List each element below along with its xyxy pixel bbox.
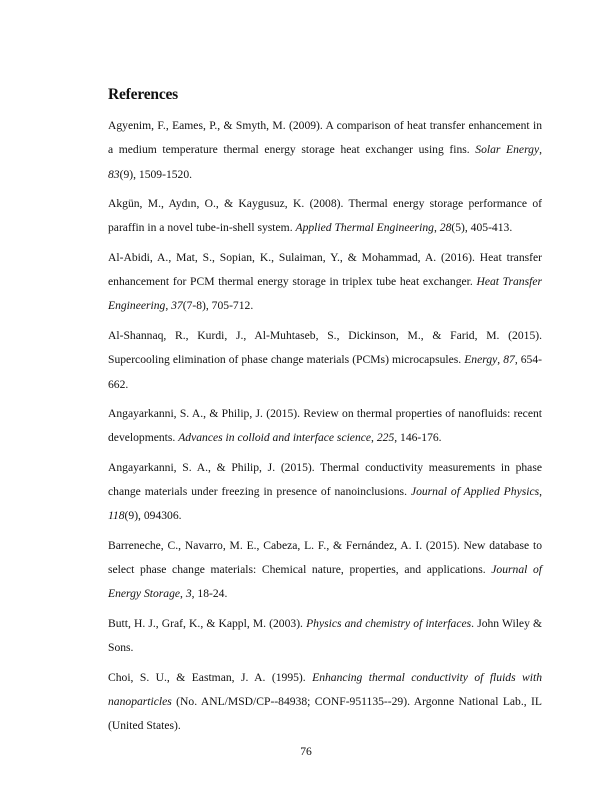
reference-separator: , [433, 221, 440, 235]
reference-entry [108, 456, 542, 529]
reference-volume: 37 [171, 299, 183, 313]
reference-volume: 28 [439, 221, 452, 235]
reference-separator: , [497, 353, 504, 367]
reference-authors-title: Al-Abidi, A., Mat, S., Sopian, K., Sulaiman, Y., & Mohammad, A. (2016). Heat transfer enhancement for PCM thermal energy storage in triplex tube heat exchanger. [108, 250, 542, 289]
reference-authors-title: Angayarkanni, S. A., & Philip, J. (2015). Thermal conductivity measurements in phase change materials under freezing in presence of nanoinclusions. [108, 460, 542, 499]
reference-pages: , 146-176. [394, 431, 442, 445]
reference-pages: (7-8), 705-712. [182, 299, 254, 313]
reference-separator: , [180, 587, 186, 601]
reference-volume: 118 [108, 509, 125, 523]
reference-pages: , 18-24. [191, 587, 228, 601]
reference-entry [108, 246, 542, 319]
reference-source: Energy [464, 353, 498, 367]
reference-authors-title: Choi, S. U., & Eastman, J. A. (1995). [108, 670, 313, 684]
reference-source: Journal of Applied Physics [410, 485, 540, 499]
reference-pages: (5), 405-413. [451, 221, 513, 235]
reference-authors-title: Al-Shannaq, R., Kurdi, J., Al-Muhtaseb, S., Dickinson, M., & Farid, M. (2015). Supercooling elimination of phase change materials (PCMs) microcapsules. [108, 328, 542, 367]
reference-source: Advances in colloid and interface science [178, 431, 372, 445]
reference-authors-title: Butt, H. J., Graf, K., & Kappl, M. (2003). [108, 616, 307, 630]
reference-volume: 3 [185, 587, 192, 601]
reference-separator: , [539, 143, 542, 157]
reference-authors-title: Barreneche, C., Navarro, M. E., Cabeza, L. F., & Fernández, A. I. (2015). New database to select phase change materials: Chemical nature, properties, and applications. [108, 538, 542, 577]
reference-source: Journal of Energy Storage [108, 563, 542, 601]
references-heading: References [108, 86, 179, 103]
reference-pages: (9), 094306. [124, 509, 182, 523]
reference-pages: (9), 1509-1520. [119, 167, 193, 181]
reference-entry [108, 402, 542, 451]
reference-volume: 83 [108, 167, 120, 181]
reference-list [108, 114, 542, 744]
reference-authors-title: Agyenim, F., Eames, P., & Smyth, M. (2009). A comparison of heat transfer enhancement in a medium temperature thermal energy storage heat exchanger using fins. [108, 119, 542, 157]
reference-entry [108, 534, 542, 607]
reference-entry [108, 666, 542, 739]
reference-pages: . John Wiley & Sons. [108, 616, 542, 655]
reference-source: Physics and chemistry of interfaces [306, 616, 472, 630]
reference-entry [108, 612, 542, 661]
reference-pages: (No. ANL/MSD/CP--84938; CONF-951135--29). Argonne National Lab., IL (United States). [108, 695, 542, 733]
reference-source: Heat Transfer Engineering [108, 275, 542, 313]
reference-separator: , [539, 485, 543, 499]
page-number: 76 [300, 745, 312, 758]
reference-volume: 87 [503, 353, 515, 367]
reference-volume: 225 [376, 431, 395, 445]
reference-authors-title: Angayarkanni, S. A., & Philip, J. (2015). Review on thermal properties of nanofluids: recent developments. [108, 407, 542, 445]
reference-source: Enhancing thermal conductivity of fluids with nanoparticles [108, 670, 543, 709]
reference-source: Solar Energy [475, 143, 540, 157]
reference-pages: , 654-662. [108, 353, 542, 391]
reference-authors-title: Akgün, M., Aydın, O., & Kaygusuz, K. (2008). Thermal energy storage performance of paraffin in a novel tube-in-shell system. [108, 197, 542, 235]
reference-entry [108, 114, 542, 187]
reference-separator: , [165, 299, 172, 313]
reference-separator: , [371, 431, 377, 445]
reference-entry [108, 324, 542, 397]
reference-entry [108, 192, 542, 241]
reference-source: Applied Thermal Engineering [295, 221, 434, 235]
